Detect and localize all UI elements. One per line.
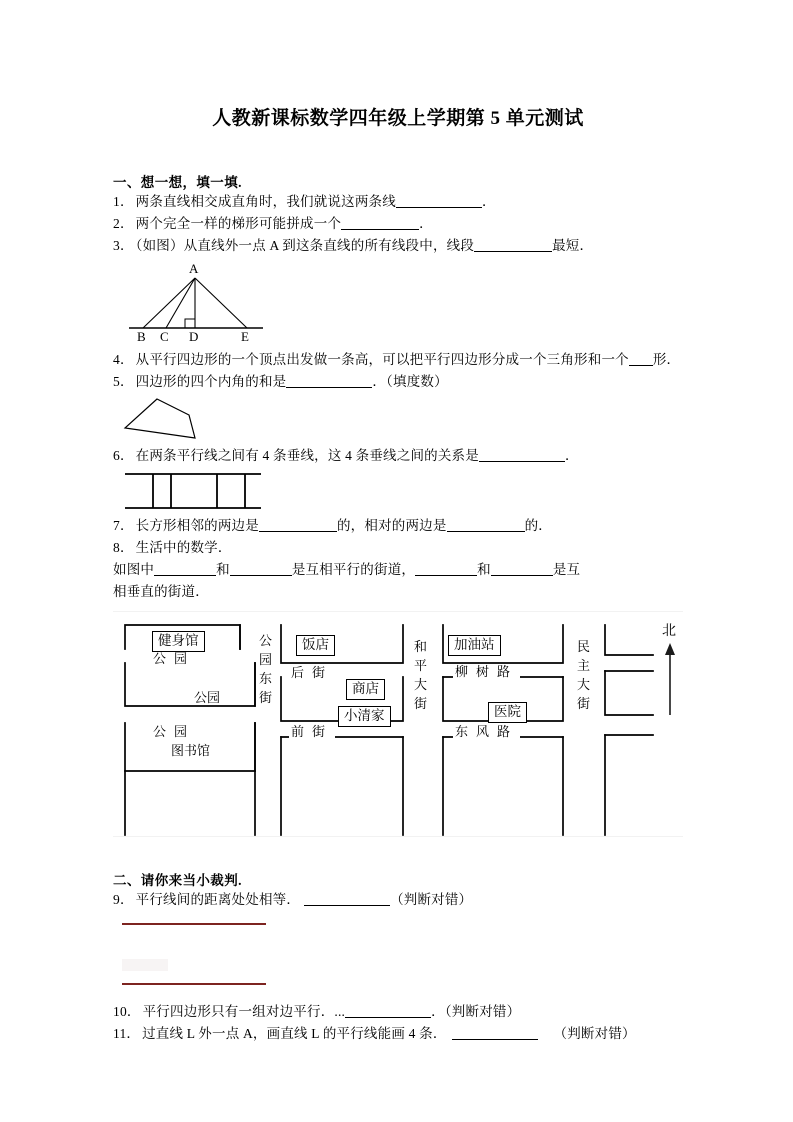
question-7-text: 长方形相邻的两边是 bbox=[135, 518, 259, 533]
quadrilateral-figure-svg bbox=[117, 395, 237, 443]
question-2 bbox=[113, 213, 683, 235]
map-street-minzhu-char-4: 街 bbox=[576, 696, 590, 711]
question-2-tail: ． bbox=[419, 216, 433, 231]
north-arrow bbox=[665, 643, 675, 715]
map-street-heping-char-4: 街 bbox=[413, 696, 427, 711]
question-5-tail: ．（填度数） bbox=[372, 374, 448, 389]
question-5-blank[interactable] bbox=[286, 373, 372, 388]
question-9-tail: （判断对错） bbox=[390, 892, 473, 907]
compass-north-label: 北 bbox=[662, 624, 676, 639]
question-7 bbox=[113, 515, 683, 537]
map-street-minzhu bbox=[576, 637, 591, 713]
map-street-heping-char-2: 平 bbox=[413, 658, 427, 673]
question-3-text: （如图）从直线外一点 A 到这条直线的所有线段中，线段 bbox=[135, 238, 475, 253]
question-8-number: 8． bbox=[113, 540, 134, 555]
question-10-blank[interactable] bbox=[345, 1003, 431, 1018]
map-street-park-east bbox=[258, 631, 273, 707]
map-street-minzhu-char-2: 主 bbox=[576, 658, 590, 673]
map-building-restaurant: 饭店 bbox=[296, 635, 335, 656]
map-street-park-east-char-1: 公 bbox=[258, 633, 272, 648]
question-11-tail: （判断对错） bbox=[553, 1026, 636, 1041]
question-1 bbox=[113, 191, 683, 213]
quadrilateral-figure bbox=[117, 395, 237, 443]
question-10-text: 平行四边形只有一组对边平行．... bbox=[142, 1004, 346, 1019]
question-6-blank[interactable] bbox=[479, 447, 565, 462]
street-map-figure bbox=[113, 611, 683, 847]
question-6 bbox=[113, 445, 683, 467]
question-9-number: 9． bbox=[113, 892, 134, 907]
section-heading-1: 一、想一想，填一填. bbox=[113, 175, 242, 190]
question-8-text-b: 和 bbox=[216, 562, 230, 577]
question-1-text: 两条直线相交成直角时，我们就说这两条线 bbox=[135, 194, 396, 209]
map-building-library: 图书馆 bbox=[168, 744, 213, 757]
question-8-line-3: 相垂直的街道． bbox=[113, 584, 209, 599]
question-7-mid: 的，相对的两边是 bbox=[336, 518, 447, 533]
question-8-blank-2[interactable] bbox=[230, 561, 292, 576]
question-11-blank[interactable] bbox=[452, 1025, 538, 1040]
map-street-willow: 柳树路 bbox=[455, 664, 519, 679]
question-7-tail: 的． bbox=[524, 518, 552, 533]
question-1-number: 1． bbox=[113, 194, 134, 209]
map-street-heping bbox=[413, 637, 428, 713]
question-7-blank-2[interactable] bbox=[447, 517, 525, 532]
map-street-heping-char-1: 和 bbox=[413, 639, 427, 654]
map-building-gas-station: 加油站 bbox=[448, 635, 501, 656]
map-street-park-east-char-4: 街 bbox=[258, 690, 272, 705]
triangle-figure bbox=[123, 261, 323, 347]
map-building-shop: 商店 bbox=[346, 679, 385, 700]
map-street-park-1: 公园 bbox=[153, 651, 196, 666]
section-heading-2: 二、请你来当小裁判. bbox=[113, 873, 242, 888]
question-8-blank-1[interactable] bbox=[154, 561, 216, 576]
question-2-text: 两个完全一样的梯形可能拼成一个 bbox=[135, 216, 342, 231]
question-3 bbox=[113, 235, 683, 257]
map-frame-bottom-edge bbox=[113, 836, 683, 837]
document-body bbox=[113, 0, 683, 1045]
question-9-text: 平行线间的距离处处相等． bbox=[135, 892, 301, 907]
question-1-tail: ． bbox=[481, 194, 496, 209]
triangle-base-label-b: B bbox=[137, 329, 146, 344]
question-10-tail: ．（判断对错） bbox=[431, 1004, 521, 1019]
parallel-lines-figure bbox=[123, 470, 273, 514]
question-11 bbox=[113, 1023, 683, 1045]
map-street-park-2: 公园 bbox=[153, 724, 196, 739]
question-7-blank-1[interactable] bbox=[259, 517, 337, 532]
question-5-number: 5． bbox=[113, 374, 134, 389]
answer-workspace bbox=[113, 911, 683, 1001]
triangle-base-label-e: E bbox=[241, 329, 249, 344]
question-3-blank[interactable] bbox=[474, 237, 552, 252]
map-street-minzhu-char-1: 民 bbox=[576, 639, 590, 654]
question-4-number: 4． bbox=[113, 352, 134, 367]
red-separator-rule-2 bbox=[122, 983, 266, 985]
question-8 bbox=[113, 537, 683, 559]
red-separator-rule-1 bbox=[122, 923, 266, 925]
question-10-number: 10． bbox=[113, 1004, 141, 1019]
question-3-number: 3． bbox=[113, 238, 134, 253]
triangle-base-label-d: D bbox=[189, 329, 199, 344]
question-9-blank[interactable] bbox=[304, 891, 390, 906]
map-street-minzhu-char-3: 大 bbox=[576, 677, 590, 692]
question-6-number: 6． bbox=[113, 448, 134, 463]
map-frame-top-edge bbox=[113, 611, 683, 612]
question-4-tail: 形． bbox=[652, 352, 681, 367]
question-8-text-d: 和 bbox=[477, 562, 491, 577]
question-4-text: 从平行四边形的一个顶点出发做一条高，可以把平行四边形分成一个三角形和一个 bbox=[135, 352, 629, 367]
triangle-base-label-c: C bbox=[160, 329, 169, 344]
question-11-text: 过直线 L 外一点 A，画直线 L 的平行线能画 4 条． bbox=[142, 1026, 447, 1041]
question-2-number: 2． bbox=[113, 216, 134, 231]
map-building-hospital: 医院 bbox=[488, 702, 527, 723]
question-11-number: 11． bbox=[113, 1026, 141, 1041]
question-8-blank-3[interactable] bbox=[415, 561, 477, 576]
question-1-blank[interactable] bbox=[396, 193, 482, 208]
map-street-dongfeng: 东风路 bbox=[455, 724, 519, 739]
question-5-text: 四边形的四个内角的和是 bbox=[135, 374, 287, 389]
map-street-heping-char-3: 大 bbox=[413, 677, 427, 692]
map-building-xiaoqing-home: 小清家 bbox=[338, 706, 391, 727]
question-8-text: 生活中的数学． bbox=[135, 540, 232, 555]
question-8-text-a: 如图中 bbox=[113, 562, 155, 577]
triangle-figure-svg bbox=[123, 261, 323, 347]
question-6-text: 在两条平行线之间有 4 条垂线，这 4 条垂线之间的关系是 bbox=[135, 448, 479, 463]
triangle-vertex-label-a: A bbox=[189, 261, 199, 276]
question-4 bbox=[113, 349, 683, 371]
question-10 bbox=[113, 1001, 683, 1023]
parallel-lines-figure-svg bbox=[123, 470, 273, 514]
question-8-blank-4[interactable] bbox=[491, 561, 553, 576]
question-4-blank[interactable] bbox=[629, 351, 653, 366]
question-6-tail: ． bbox=[564, 448, 579, 463]
question-7-number: 7． bbox=[113, 518, 134, 533]
question-8-line-2 bbox=[113, 559, 683, 581]
question-8-text-e: 是互 bbox=[552, 562, 581, 577]
question-2-blank[interactable] bbox=[341, 215, 419, 230]
map-street-back: 后街 bbox=[291, 665, 334, 680]
faint-highlight-block bbox=[122, 959, 168, 971]
map-street-park-east-char-3: 东 bbox=[258, 671, 272, 686]
map-building-gym: 健身馆 bbox=[152, 631, 205, 652]
question-9 bbox=[113, 889, 683, 911]
page-title: 人教新课标数学四年级上学期第 5 单元测试 bbox=[212, 108, 584, 129]
map-street-park-east-char-2: 园 bbox=[258, 652, 272, 667]
question-3-tail: 最短． bbox=[552, 238, 594, 253]
question-5 bbox=[113, 371, 683, 393]
question-8-text-c: 是互相平行的街道， bbox=[291, 562, 416, 577]
map-area-park-inner: 公园 bbox=[191, 691, 223, 704]
map-street-front: 前街 bbox=[291, 724, 334, 739]
